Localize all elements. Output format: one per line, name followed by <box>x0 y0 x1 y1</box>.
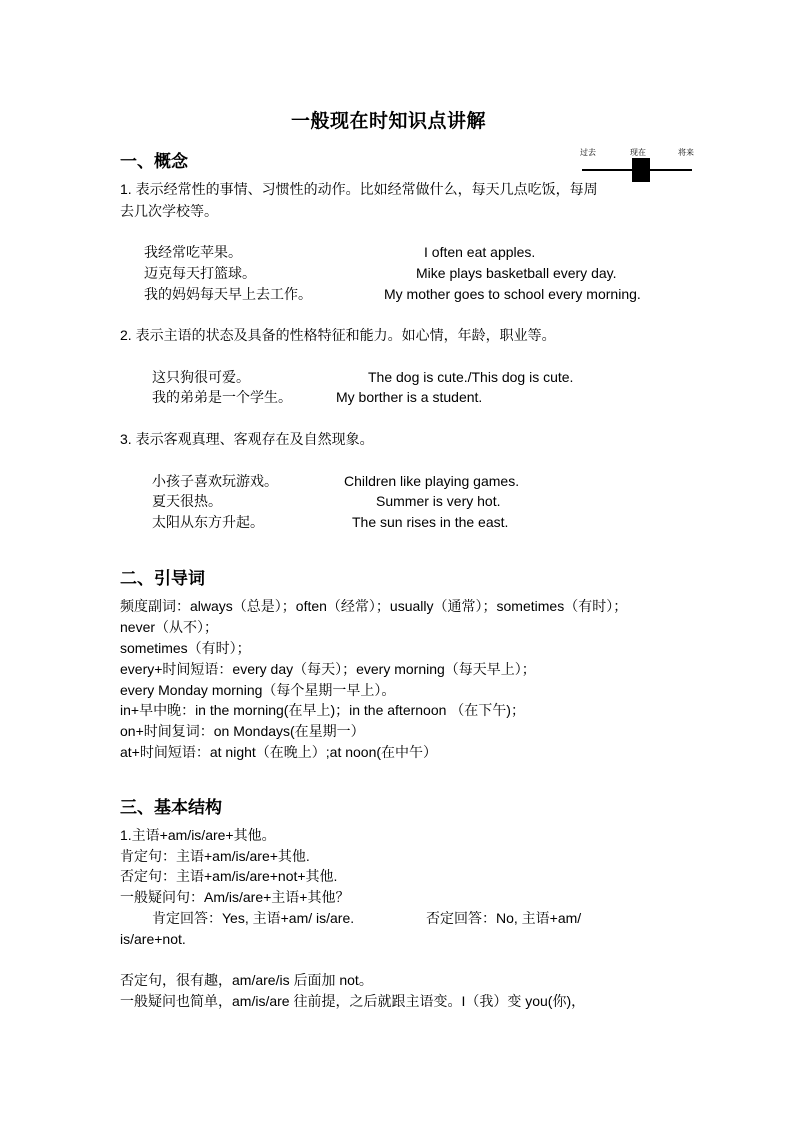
guide-line: never（从不）； <box>120 619 219 635</box>
timeline-diagram <box>576 144 696 184</box>
example-en: Summer is very hot. <box>376 493 501 509</box>
point1-text-line1: 1. 表示经常性的事情、习惯性的动作。比如经常做什么，每天几点吃饭，每周 <box>120 181 598 197</box>
answer-yes: 肯定回答：Yes, 主语+am/ is/are. <box>152 910 355 926</box>
example-cn: 我的妈妈每天早上去工作。 <box>144 286 312 302</box>
timeline-future-label: 将来 <box>678 148 694 157</box>
answer-no: 否定回答：No, 主语+am/ <box>426 910 582 926</box>
structure-line: 1.主语+am/is/are+其他。 <box>120 827 276 843</box>
example-cn: 迈克每天打篮球。 <box>144 265 256 281</box>
guide-line: every+时间短语：every day（每天）；every morning（每天早上）； <box>120 661 536 677</box>
example-en: I often eat apples. <box>424 244 536 260</box>
point3-text: 3. 表示客观真理、客观存在及自然现象。 <box>120 431 374 447</box>
structure-line: 肯定句：主语+am/is/are+其他. <box>120 848 310 864</box>
structure-line: 否定句：主语+am/is/are+not+其他. <box>120 868 338 884</box>
section2-heading: 二、引导词 <box>120 569 205 588</box>
structure-line: 一般疑问句：Am/is/are+主语+其他？ <box>120 889 350 905</box>
example-en: Mike plays basketball every day. <box>416 265 617 281</box>
guide-line: in+早中晚：in the morning(在早上)；in the afternoon （在下午)； <box>120 702 525 718</box>
example-cn: 太阳从东方升起。 <box>152 514 264 530</box>
example-cn: 小孩子喜欢玩游戏。 <box>152 473 278 489</box>
timeline-now-label: 现在 <box>630 148 646 157</box>
answer-no-continued: is/are+not. <box>120 931 186 947</box>
point1-text-line2: 去几次学校等。 <box>120 203 218 219</box>
example-en: My borther is a student. <box>336 389 483 405</box>
guide-line: every Monday morning（每个星期一早上）。 <box>120 682 396 698</box>
example-en: My mother goes to school every morning. <box>384 286 641 302</box>
guide-line: on+时间复词：on Mondays(在星期一） <box>120 723 365 739</box>
example-cn: 这只狗很可爱。 <box>152 369 250 385</box>
section1-heading: 一、概念 <box>120 152 188 171</box>
timeline-now-marker <box>632 158 650 182</box>
section3-heading: 三、基本结构 <box>120 798 222 817</box>
structure-note: 否定句，很有趣，am/are/is 后面加 not。 <box>120 972 373 988</box>
structure-note: 一般疑问也简单，am/is/are 往前提，之后就跟主语变。I（我）变 you(你)， <box>120 993 586 1009</box>
page-title: 一般现在时知识点讲解 <box>291 111 487 132</box>
example-en: The sun rises in the east. <box>352 514 509 530</box>
point2-text: 2. 表示主语的状态及具备的性格特征和能力。如心情，年龄，职业等。 <box>120 327 556 343</box>
guide-line: at+时间短语：at night（在晚上）;at noon(在中午） <box>120 744 438 760</box>
example-cn: 我的弟弟是一个学生。 <box>152 389 292 405</box>
timeline-past-label: 过去 <box>580 148 596 157</box>
example-cn: 我经常吃苹果。 <box>144 244 242 260</box>
example-en: Children like playing games. <box>344 473 520 489</box>
guide-line: 频度副词：always（总是）；often（经常）；usually（通常）；sometimes（有时）； <box>120 598 628 614</box>
example-en: The dog is cute./This dog is cute. <box>368 369 574 385</box>
guide-line: sometimes（有时）； <box>120 640 251 656</box>
example-cn: 夏天很热。 <box>152 493 222 509</box>
